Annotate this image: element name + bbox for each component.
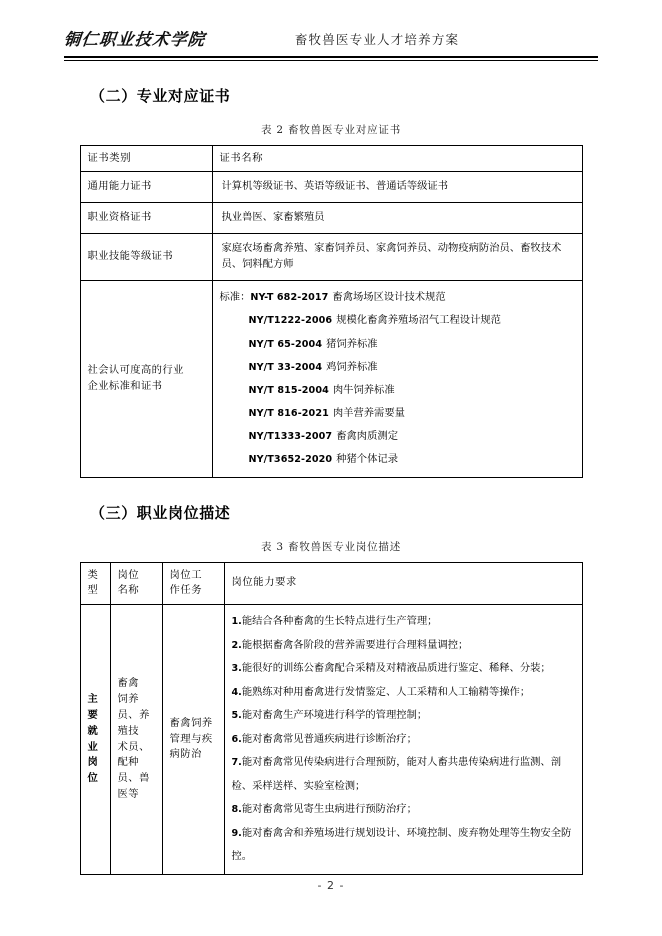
standard-item [220, 402, 575, 425]
position-name-line: 员、养 [117, 708, 150, 721]
cert-name-value: 计算机等级证书、英语等级证书、普通话等级证书 [212, 172, 582, 203]
standard-item [220, 356, 575, 379]
requirement-number: 9. [231, 827, 242, 839]
standard-item [220, 333, 575, 356]
position-type-char: 业 [87, 740, 99, 753]
column-header-type-line2: 型 [87, 584, 99, 597]
requirement-text: 能对畜禽舍和养殖场进行规划设计、环境控制、废弃物处理等生物安全防控。 [231, 826, 572, 863]
position-task-line: 管理与疾 [169, 732, 213, 745]
table-header-row [80, 145, 582, 172]
column-header-task-line2: 作任务 [169, 584, 203, 597]
standard-item [220, 425, 575, 448]
requirement-text: 能根据畜禽各阶段的营养需要进行合理料量调控； [241, 638, 469, 651]
standard-item [220, 309, 575, 332]
cert-name-value: 家庭农场畜禽养殖、家畜饲养员、家禽饲养员、动物疫病防治员、畜牧技术员、饲料配方师 [212, 234, 582, 281]
positions-table [80, 562, 583, 875]
requirement-text: 能很好的训练公畜禽配合采精及对精液品质进行鉴定、稀释、分装； [241, 662, 551, 675]
requirement-item [232, 751, 575, 798]
standard-code: NY/T3652-2020 [248, 454, 333, 466]
position-task-line: 畜禽饲养 [169, 716, 213, 729]
position-type-char: 就 [87, 724, 99, 737]
position-type-char: 要 [87, 708, 99, 721]
requirement-number: 8. [231, 804, 242, 816]
table-row [80, 172, 582, 203]
column-header-position-name [110, 562, 162, 605]
cert-name-value: 执业兽医、家畜繁殖员 [212, 203, 582, 234]
cert-type-label: 职业资格证书 [80, 203, 212, 234]
section-heading-certificates: （二）专业对应证书 [90, 86, 231, 105]
institution-name: 铜仁职业技术学院 [62, 30, 207, 49]
requirement-text: 能对畜禽常见寄生虫病进行预防治疗； [241, 803, 417, 816]
standard-desc: 鸡饲养标准 [326, 360, 378, 373]
standard-code: NY/T 33-2004 [248, 361, 323, 373]
table-row-standards [80, 281, 582, 477]
position-name-line: 饲养 [117, 692, 140, 705]
position-type-cell [80, 605, 110, 874]
position-requirements-cell [224, 605, 582, 874]
certificates-table [80, 145, 583, 478]
requirement-text: 能对畜禽常见传染病进行合理预防，能对人畜共患传染病进行监测、剖检、采样送样、实验室检测； [231, 756, 562, 792]
position-type-char: 主 [87, 692, 99, 705]
standard-desc: 猪饲养标准 [326, 337, 378, 350]
requirement-item [232, 704, 575, 727]
industry-standards-label-line2: 企业标准和证书 [87, 379, 163, 392]
requirement-number: 7. [231, 757, 242, 769]
standard-desc: 畜禽肉质测定 [336, 430, 398, 443]
position-name-line: 员、兽 [117, 772, 150, 785]
standard-item [220, 448, 575, 471]
position-name-line: 配种 [117, 756, 140, 769]
requirement-number: 6. [231, 733, 242, 745]
standard-code: NY-T 682-2017 [250, 292, 329, 304]
standard-code: NY/T 816-2021 [248, 408, 329, 420]
section-heading-positions: （三）职业岗位描述 [90, 503, 231, 522]
requirement-text: 能结合各种畜禽的生长特点进行生产管理； [241, 615, 438, 628]
requirement-item [232, 610, 575, 633]
table-row [80, 234, 582, 281]
table-header-row [80, 562, 582, 605]
standard-code: NY/T 815-2004 [248, 384, 329, 396]
column-header-requirements: 岗位能力要求 [224, 562, 582, 605]
standard-item [220, 379, 575, 402]
column-header-type [80, 562, 110, 605]
document-title: 畜牧兽医专业人才培养方案 [294, 32, 460, 47]
column-header-cert-type: 证书类别 [80, 145, 212, 172]
running-header [38, 0, 624, 52]
position-name-line: 殖技 [117, 724, 140, 737]
requirement-text: 能对畜禽常见普通疾病进行诊断治疗； [241, 732, 417, 745]
position-task-cell [162, 605, 224, 874]
requirement-number: 5. [231, 710, 242, 722]
standard-desc: 畜禽场场区设计技术规范 [332, 291, 446, 304]
standard-desc: 规模化畜禽养殖场沼气工程设计规范 [336, 314, 501, 327]
standard-code: NY/T1333-2007 [248, 431, 333, 443]
requirement-number: 3. [231, 663, 242, 675]
standard-desc: 种猪个体记录 [336, 453, 398, 466]
requirement-item [232, 681, 575, 704]
table-row [80, 203, 582, 234]
standards-prefix: 标准： [219, 291, 251, 304]
standard-item [220, 286, 575, 309]
column-header-name-line2: 名称 [117, 584, 140, 597]
table-row [80, 605, 582, 874]
position-name-cell [110, 605, 162, 874]
position-task-line: 病防治 [169, 748, 202, 761]
standard-desc: 肉羊营养需要量 [332, 407, 405, 420]
requirement-number: 1. [231, 616, 242, 628]
page-number-footer: - 2 - [317, 879, 345, 892]
standard-code: NY/T1222-2006 [248, 315, 333, 327]
header-divider-rule [64, 56, 598, 61]
table-caption-2: 表 2 畜牧兽医专业对应证书 [260, 123, 402, 136]
requirement-text: 能对畜禽生产环境进行科学的管理控制； [241, 709, 428, 722]
requirement-item [232, 657, 575, 680]
position-type-char: 位 [87, 772, 99, 785]
requirement-item [232, 822, 575, 869]
standard-code: NY/T 65-2004 [248, 338, 323, 350]
standards-list [212, 281, 582, 477]
column-header-type-line1: 类 [87, 568, 99, 581]
position-name-line: 术员、 [117, 740, 150, 753]
column-header-name-line1: 岗位 [117, 568, 140, 581]
column-header-task-line1: 岗位工 [169, 568, 203, 581]
table-caption-3: 表 3 畜牧兽医专业岗位描述 [260, 540, 402, 553]
column-header-cert-name: 证书名称 [212, 145, 582, 172]
cert-type-label: 职业技能等级证书 [80, 234, 212, 281]
industry-standards-label [80, 281, 212, 477]
industry-standards-label-line1: 社会认可度高的行业 [87, 363, 184, 376]
requirement-item [232, 798, 575, 821]
position-type-char: 岗 [87, 756, 99, 769]
requirement-item [232, 634, 575, 657]
cert-type-label: 通用能力证书 [80, 172, 212, 203]
requirement-item [232, 728, 575, 751]
position-name-line: 畜禽 [117, 676, 140, 689]
requirement-number: 2. [231, 639, 242, 651]
column-header-position-task [162, 562, 224, 605]
requirement-text: 能熟练对种用畜禽进行发情鉴定、人工采精和人工输精等操作； [241, 685, 531, 698]
standard-desc: 肉牛饲养标准 [332, 383, 395, 396]
requirement-number: 4. [231, 686, 242, 698]
position-name-line: 医等 [117, 788, 140, 801]
